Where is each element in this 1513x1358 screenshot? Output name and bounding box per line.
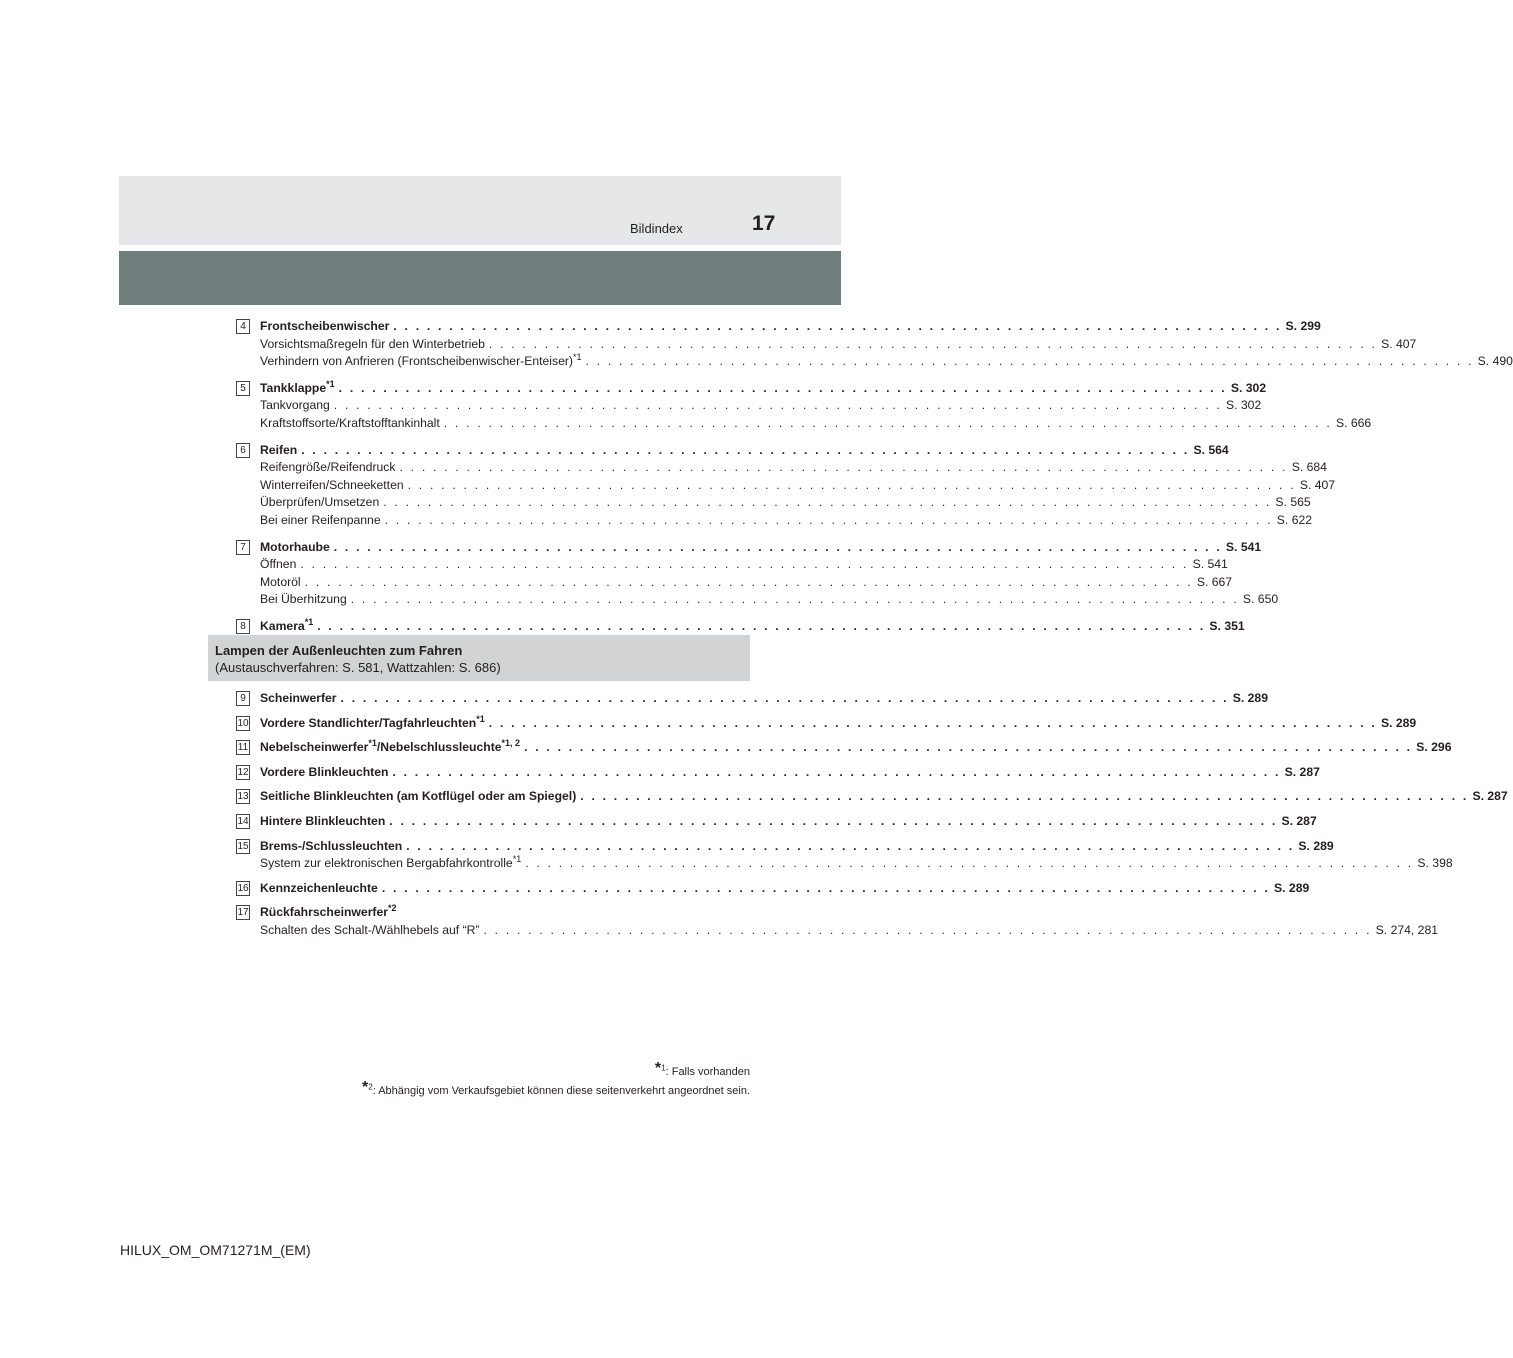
page-reference: S. 289 <box>1274 880 1310 895</box>
callout-number: 7 <box>236 540 250 555</box>
footnote-2 <box>362 1079 750 1097</box>
entry-heading <box>260 318 1321 336</box>
index-entry <box>236 690 1268 708</box>
page-reference: S. 407 <box>1381 336 1417 351</box>
page-reference: S. 398 <box>1417 856 1453 871</box>
dot-leader: . . . . . . . . . . . . . . . . . . . . . . . . . . . . . . . . . . . . . . . . . . . . . . . . . . . . . . . . . . . . . . . . . . . . . . . . . . . . . . . . <box>393 319 1282 333</box>
index-entry <box>236 318 1513 371</box>
dot-leader: . . . . . . . . . . . . . . . . . . . . . . . . . . . . . . . . . . . . . . . . . . . . . . . . . . . . . . . . . . . . . . . . . . . . . . . . . . . . . . . . <box>381 880 1271 895</box>
entry-heading <box>260 539 1262 557</box>
entry-label: Reifengröße/Reifendruck <box>260 460 396 475</box>
footnote-ref: *1 <box>476 713 485 724</box>
entry-subitem <box>260 415 1372 433</box>
dot-leader: . . . . . . . . . . . . . . . . . . . . . . . . . . . . . . . . . . . . . . . . . . . . . . . . . . . . . . . . . . . . . . . . . . . . . . . . . . . . . . . . <box>304 574 1193 589</box>
section-subheading: (Austauschverfahren: S. 581, Wattzahlen: S. 686) <box>215 660 501 675</box>
page-reference: S. 564 <box>1193 442 1229 457</box>
dot-leader: . . . . . . . . . . . . . . . . . . . . . . . . . . . . . . . . . . . . . . . . . . . . . . . . . . . . . . . . . . . . . . . . . . . . . . . . . . . . . . . . <box>350 592 1239 607</box>
entry-label: Kraftstoffsorte/Kraftstofftankinhalt <box>260 415 440 430</box>
document-code: HILUX_OM_OM71271M_(EM) <box>120 1242 311 1258</box>
callout-number: 5 <box>236 381 250 396</box>
dot-leader: . . . . . . . . . . . . . . . . . . . . . . . . . . . . . . . . . . . . . . . . . . . . . . . . . . . . . . . . . . . . . . . . . . . . . . . . . . . . . . . . <box>300 557 1189 572</box>
footnote-ref: *1 <box>572 352 582 363</box>
entry-label: Frontscheibenwischer <box>260 319 390 333</box>
callout-number: 9 <box>236 691 250 706</box>
entry-heading <box>260 764 1320 782</box>
page-reference: S. 407 <box>1299 477 1336 492</box>
footnote-ref: *1 <box>368 738 377 749</box>
callout-number: 12 <box>237 766 249 778</box>
dot-leader: . . . . . . . . . . . . . . . . . . . . . . . . . . . . . . . . . . . . . . . . . . . . . . . . . . . . . . . . . . . . . . . . . . . . . . . . . . . . . . . . <box>389 813 1278 828</box>
footnote-ref: *1 <box>326 378 335 389</box>
page-reference: S. 666 <box>1335 415 1372 430</box>
entry-label: Überprüfen/Umsetzen <box>260 495 380 510</box>
entry-subitem <box>260 336 1417 354</box>
entry-subitem <box>260 477 1336 495</box>
entry-heading <box>260 738 1452 757</box>
dot-leader: . . . . . . . . . . . . . . . . . . . . . . . . . . . . . . . . . . . . . . . . . . . . . . . . . . . . . . . . . . . . . . . . . . . . . . . . . . . . . . . . <box>406 838 1295 853</box>
entry-label: Hintere Blinkleuchten <box>260 813 386 828</box>
dot-leader: . . . . . . . . . . . . . . . . . . . . . . . . . . . . . . . . . . . . . . . . . . . . . . . . . . . . . . . . . . . . . . . . . . . . . . . . . . . . . . . . <box>383 495 1272 510</box>
page-reference: S. 274, 281 <box>1375 922 1439 937</box>
entry-label: Schalten des Schalt-/Wählhebels auf “R” <box>260 922 480 937</box>
index-group-1 <box>236 318 1513 645</box>
callout-number: 6 <box>236 443 250 458</box>
page-reference: S. 289 <box>1298 838 1334 853</box>
entry-heading <box>260 904 722 922</box>
entry-label: Brems-/Schlussleuchten <box>260 838 403 853</box>
entry-subitem <box>260 459 1327 477</box>
callout-number: 4 <box>236 319 250 334</box>
footnote-ref: *1, 2 <box>501 738 521 749</box>
footnote-text: : Falls vorhanden <box>665 1066 750 1078</box>
page-reference: S. 289 <box>1232 691 1268 705</box>
dot-leader: . . . . . . . . . . . . . . . . . . . . . . . . . . . . . . . . . . . . . . . . . . . . . . . . . . . . . . . . . . . . . . . . . . . . . . . . . . . . . . . . <box>580 789 1469 804</box>
dot-leader: . . . . . . . . . . . . . . . . . . . . . . . . . . . . . . . . . . . . . . . . . . . . . . . . . . . . . . . . . . . . . . . . . . . . . . . . . . . . . . . . <box>585 354 1474 369</box>
page-reference: S. 622 <box>1276 512 1313 527</box>
entry-heading <box>260 713 1417 733</box>
page-reference: S. 490 <box>1477 354 1513 369</box>
entry-label: Tankklappe$^{*1}$ <box>260 378 335 395</box>
footnote-ref: *1 <box>304 616 314 627</box>
section-title: Bildindex <box>630 221 683 236</box>
page-reference: S. 351 <box>1209 618 1245 633</box>
entry-label: Öffnen <box>260 557 297 572</box>
entry-label: Rückfahrscheinwerfer$^{*2}$ <box>260 903 397 920</box>
index-entry <box>236 880 1310 898</box>
entry-label: Bei einer Reifenpanne <box>260 512 381 527</box>
header-dark-band <box>119 251 841 305</box>
dot-leader: . . . . . . . . . . . . . . . . . . . . . . . . . . . . . . . . . . . . . . . . . . . . . . . . . . . . . . . . . . . . . . . . . . . . . . . . . . . . . . . . <box>301 442 1190 457</box>
page-reference: S. 296 <box>1416 740 1452 755</box>
dot-leader: . . . . . . . . . . . . . . . . . . . . . . . . . . . . . . . . . . . . . . . . . . . . . . . . . . . . . . . . . . . . . . . . . . . . . . . . . . . . . . . . <box>399 460 1288 475</box>
entry-subitem <box>260 854 1453 873</box>
entry-label: Tankvorgang <box>260 398 330 413</box>
page-reference: S. 287 <box>1472 789 1508 804</box>
index-entry <box>236 378 1372 433</box>
footnote-number: 2 <box>368 1082 373 1092</box>
entry-label: Vordere Standlichter/Tagfahrleuchten$^{*1}$ <box>260 713 485 730</box>
page-reference: S. 667 <box>1196 574 1233 589</box>
entry-label: Kennzeichenleuchte <box>260 880 378 895</box>
dot-leader: . . . . . . . . . . . . . . . . . . . . . . . . . . . . . . . . . . . . . . . . . . . . . . . . . . . . . . . . . . . . . . . . . . . . . . . . . . . . . . . . <box>524 740 1413 755</box>
entry-subitem <box>260 556 1228 574</box>
callout-number: 15 <box>237 840 249 852</box>
entry-subitem <box>260 397 1262 415</box>
index-entry <box>236 788 1508 806</box>
footnote-ref: *2 <box>388 903 397 914</box>
entry-heading <box>260 442 1229 460</box>
callout-number: 16 <box>237 882 249 894</box>
dot-leader: . . . . . . . . . . . . . . . . . . . . . . . . . . . . . . . . . . . . . . . . . . . . . . . . . . . . . . . . . . . . . . . . . . . . . . . . . . . . . . . . <box>392 764 1281 779</box>
page-reference: S. 650 <box>1242 592 1279 607</box>
entry-label: Bei Überhitzung <box>260 592 347 607</box>
index-group-2 <box>236 690 1508 947</box>
dot-leader: . . . . . . . . . . . . . . . . . . . . . . . . . . . . . . . . . . . . . . . . . . . . . . . . . . . . . . . . . . . . . . . . . . . . . . . . . . . . . . . . <box>488 336 1378 351</box>
footnote-mark: * <box>654 1060 662 1077</box>
entry-heading <box>260 838 1334 856</box>
entry-label: Reifen <box>260 442 298 457</box>
entry-heading <box>260 880 1310 898</box>
index-entry <box>236 903 1439 939</box>
page-reference: S. 302 <box>1230 380 1267 395</box>
dot-leader: . . . . . . . . . . . . . . . . . . . . . . . . . . . . . . . . . . . . . . . . . . . . . . . . . . . . . . . . . . . . . . . . . . . . . . . . . . . . . . . . <box>340 691 1229 705</box>
page-reference: S. 287 <box>1281 813 1317 828</box>
page-reference: S. 287 <box>1284 764 1320 779</box>
entry-label: Vorsichtsmaßregeln für den Winterbetrieb <box>260 336 485 351</box>
page-reference: S. 684 <box>1291 460 1327 475</box>
page-reference: S. 302 <box>1225 398 1262 413</box>
page-reference: S. 565 <box>1275 495 1311 510</box>
entry-label: Winterreifen/Schneeketten <box>260 477 404 492</box>
dot-leader: . . . . . . . . . . . . . . . . . . . . . . . . . . . . . . . . . . . . . . . . . . . . . . . . . . . . . . . . . . . . . . . . . . . . . . . . . . . . . . . . <box>525 856 1414 871</box>
index-entry <box>236 813 1317 831</box>
entry-label: Nebelscheinwerfer$^{*1}$/Nebelschlussleuchte$^{*1, 2}$ <box>260 738 521 755</box>
entry-label: Scheinwerfer <box>260 691 337 705</box>
entry-heading <box>260 378 1267 398</box>
page-reference: S. 289 <box>1380 715 1417 730</box>
footnote-number: 1 <box>661 1063 666 1073</box>
entry-subitem <box>260 512 1313 530</box>
index-entry <box>236 616 1245 636</box>
callout-number: 17 <box>237 907 249 919</box>
entry-label: Seitliche Blinkleuchten (am Kotflügel oder am Spiegel) <box>260 789 577 804</box>
index-entry <box>236 539 1279 609</box>
dot-leader: . . . . . . . . . . . . . . . . . . . . . . . . . . . . . . . . . . . . . . . . . . . . . . . . . . . . . . . . . . . . . . . . . . . . . . . . . . . . . . . . <box>488 715 1377 730</box>
page-number: 17 <box>752 212 776 235</box>
footnote-mark: * <box>362 1079 369 1096</box>
entry-heading <box>260 690 1268 708</box>
entry-subitem <box>260 574 1233 592</box>
entry-subitem <box>260 591 1279 609</box>
dot-leader: . . . . . . . . . . . . . . . . . . . . . . . . . . . . . . . . . . . . . . . . . . . . . . . . . . . . . . . . . . . . . . . . . . . . . . . . . . . . . . . . <box>338 380 1227 395</box>
entry-heading <box>260 813 1317 831</box>
entry-subitem <box>260 494 1311 512</box>
entry-subitem <box>260 922 1439 940</box>
section-heading: Lampen der Außenleuchten zum Fahren <box>215 643 463 658</box>
callout-number: 13 <box>237 791 249 803</box>
entry-label: Verhindern von Anfrieren (Frontscheibenwischer-Enteiser)$^{*1}$ <box>260 352 582 369</box>
index-entry <box>236 738 1452 757</box>
dot-leader: . . . . . . . . . . . . . . . . . . . . . . . . . . . . . . . . . . . . . . . . . . . . . . . . . . . . . . . . . . . . . . . . . . . . . . . . . . . . . . . . <box>333 398 1222 413</box>
index-entry <box>236 442 1336 530</box>
entry-heading <box>260 616 1245 636</box>
page-reference: S. 541 <box>1192 557 1228 572</box>
page-reference: S. 541 <box>1225 539 1262 554</box>
entry-label: Vordere Blinkleuchten <box>260 764 389 779</box>
dot-leader: . . . . . . . . . . . . . . . . . . . . . . . . . . . . . . . . . . . . . . . . . . . . . . . . . . . . . . . . . . . . . . . . . . . . . . . . . . . . . . . . <box>333 539 1222 554</box>
entry-subitem <box>260 352 1513 371</box>
entry-label: Kamera$^{*1}$ <box>260 616 314 633</box>
dot-leader: . . . . . . . . . . . . . . . . . . . . . . . . . . . . . . . . . . . . . . . . . . . . . . . . . . . . . . . . . . . . . . . . . . . . . . . . . . . . . . . . <box>317 618 1206 633</box>
footnote-text: : Abhängig vom Verkaufsgebiet können diese seitenverkehrt angeordnet sein. <box>372 1085 750 1097</box>
index-entry <box>236 838 1453 873</box>
entry-heading <box>260 788 1508 806</box>
footnote-ref: *1 <box>512 854 522 865</box>
callout-number: 11 <box>237 742 249 754</box>
dot-leader: . . . . . . . . . . . . . . . . . . . . . . . . . . . . . . . . . . . . . . . . . . . . . . . . . . . . . . . . . . . . . . . . . . . . . . . . . . . . . . . . <box>483 922 1372 937</box>
dot-leader: . . . . . . . . . . . . . . . . . . . . . . . . . . . . . . . . . . . . . . . . . . . . . . . . . . . . . . . . . . . . . . . . . . . . . . . . . . . . . . . . <box>384 512 1273 527</box>
entry-label: System zur elektronischen Bergabfahrkontrolle$^{*1}$ <box>260 854 522 871</box>
footnote-1 <box>655 1060 750 1078</box>
page-reference: S. 299 <box>1285 319 1321 333</box>
index-entry <box>236 713 1417 733</box>
index-entry <box>236 764 1320 782</box>
callout-number: 14 <box>237 815 249 827</box>
dot-leader: . . . . . . . . . . . . . . . . . . . . . . . . . . . . . . . . . . . . . . . . . . . . . . . . . . . . . . . . . . . . . . . . . . . . . . . . . . . . . . . . <box>407 477 1296 492</box>
callout-number: 10 <box>237 717 249 729</box>
entry-label: Motoröl <box>260 574 301 589</box>
header-band <box>119 176 841 245</box>
entry-label: Motorhaube <box>260 539 330 554</box>
dot-leader: . . . . . . . . . . . . . . . . . . . . . . . . . . . . . . . . . . . . . . . . . . . . . . . . . . . . . . . . . . . . . . . . . . . . . . . . . . . . . . . . <box>443 415 1332 430</box>
callout-number: 8 <box>236 619 250 634</box>
